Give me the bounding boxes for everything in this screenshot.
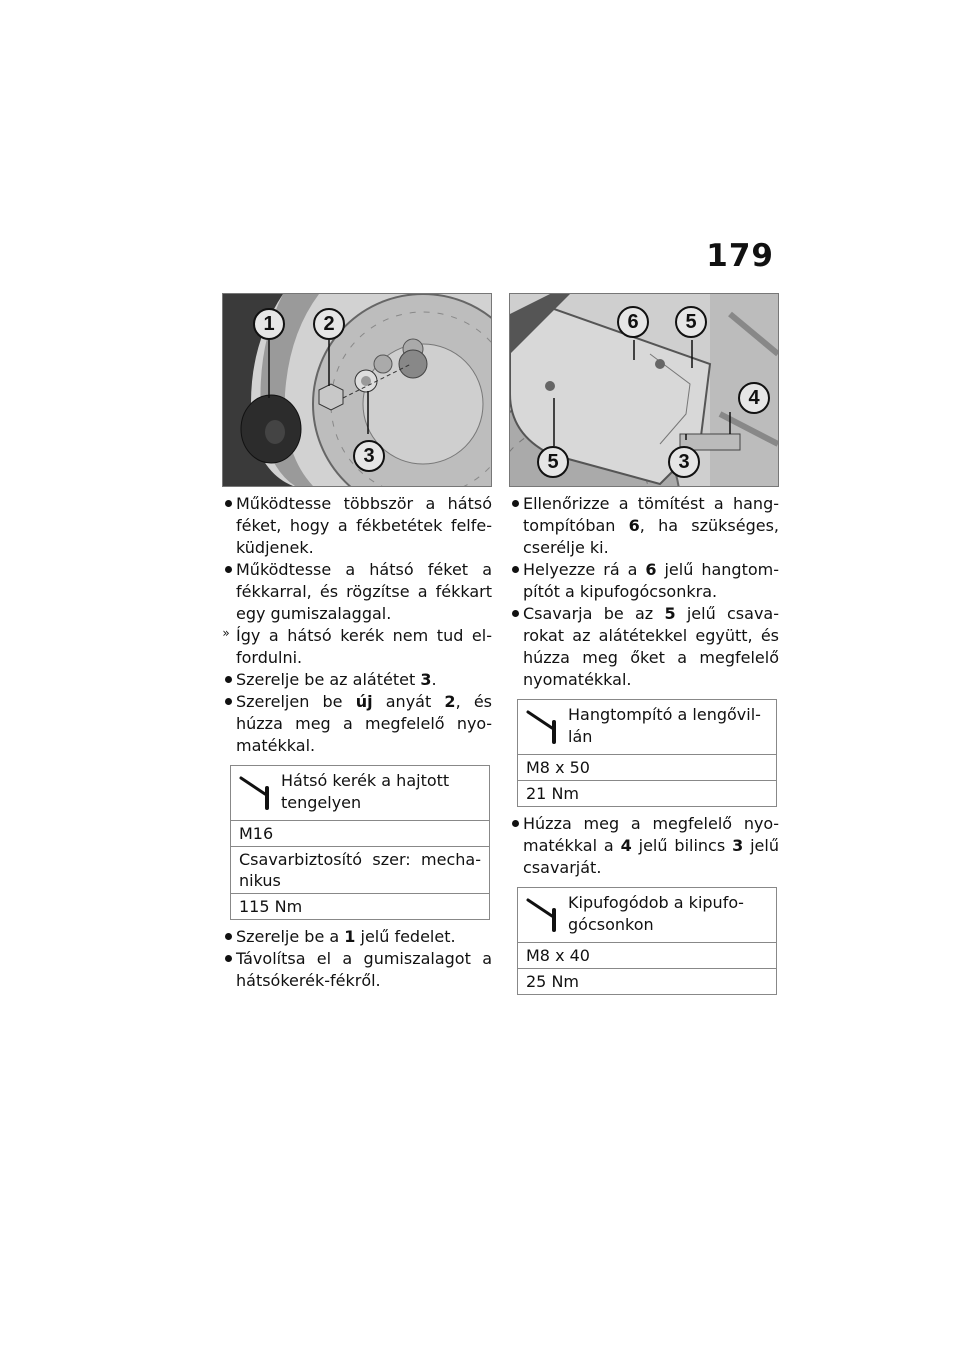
list-item: Ellenőrizze a tömítést a hangtompítóban 6, ha szükséges, cserélje ki. (509, 493, 779, 559)
callout-1: 1 (253, 308, 285, 340)
list-item: Húzza meg a megfelelő nyomatékkal a 4 jelű bilincs 3 jelű csavarját. (509, 813, 779, 879)
list-item: Szereljen be új anyát 2, és húzza meg a megfelelő nyomatékkal. (222, 691, 492, 757)
list-item: Csavarja be az 5 jelű csavarokat az alátétekkel együtt, és húzza meg őket a megfelelő nyomatékkal. (509, 603, 779, 691)
list-item: Szerelje be az alátétet 3. (222, 669, 492, 691)
torque-header: Hangtompító a lengővillán (518, 700, 776, 755)
torque-wrench-icon (239, 774, 273, 810)
bullet-dot (222, 691, 234, 713)
callout-6: 6 (617, 306, 649, 338)
callout-5-bottom: 5 (537, 446, 569, 478)
torque-row: M8 x 50 (518, 755, 776, 781)
callout-2: 2 (313, 308, 345, 340)
bullet-dot (222, 669, 234, 691)
list-item: Működtesse a hátsó féket a fékkarral, és rögzítse a fékkart egy gumiszalaggal. (222, 559, 492, 625)
figure-exhaust (509, 293, 779, 487)
torque-table-silencer-manifold (517, 887, 777, 995)
bullet-dot (509, 603, 521, 625)
list-item: Távolítsa el a gumiszalagot a hátsókerék-fékről. (222, 948, 492, 992)
callout-5-top: 5 (675, 306, 707, 338)
callout-4: 4 (738, 382, 770, 414)
torque-row: M16 (231, 821, 489, 847)
right-column (509, 293, 779, 1001)
torque-row: 21 Nm (526, 784, 579, 803)
torque-wrench-icon (526, 708, 560, 744)
callout-3: 3 (668, 446, 700, 478)
list-item: Működtesse többször a hátsó féket, hogy a fékbetétek felfeküdjenek. (222, 493, 492, 559)
page-number: 179 (706, 238, 774, 274)
bullet-dot (222, 926, 234, 948)
figure-rear-wheel (222, 293, 492, 487)
left-column (222, 293, 492, 992)
bullet-dot (222, 559, 234, 581)
torque-header: Hátsó kerék a hajtott tengelyen (231, 766, 489, 821)
torque-header: Kipufogódob a kipufogócsonkon (518, 888, 776, 943)
bullet-dot (509, 813, 521, 835)
torque-wrench-icon (526, 896, 560, 932)
list-item: Szerelje be a 1 jelű fedelet. (222, 926, 492, 948)
torque-row: 115 Nm (239, 897, 303, 916)
torque-row: Csavarbiztosító szer: mechanikus (231, 847, 489, 894)
torque-table-silencer-swingarm (517, 699, 777, 807)
bullet-dot (222, 948, 234, 970)
bullet-dot (222, 493, 234, 515)
bullet-dot (509, 559, 521, 581)
result-item: » Így a hátsó kerék nem tud elfordulni. (222, 625, 492, 669)
result-arrow-icon: » (222, 626, 230, 640)
list-item: Helyezze rá a 6 jelű hangtompítót a kipufogócsonkra. (509, 559, 779, 603)
callout-3: 3 (353, 440, 385, 472)
bullet-dot (509, 493, 521, 515)
torque-table-rear-wheel (230, 765, 490, 920)
torque-row: 25 Nm (526, 972, 579, 991)
torque-row: M8 x 40 (518, 943, 776, 969)
